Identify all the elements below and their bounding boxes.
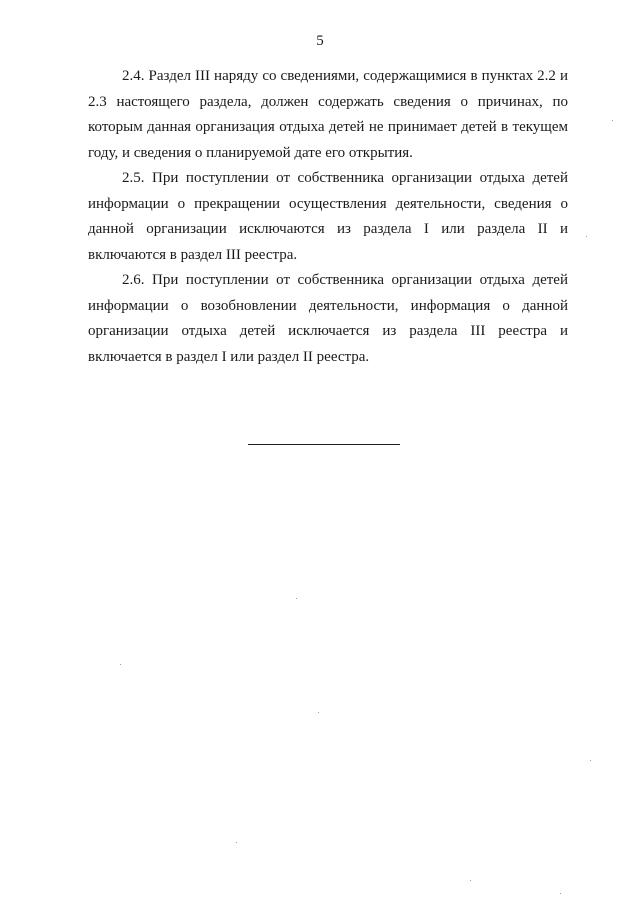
scan-speck <box>586 236 587 237</box>
scan-speck <box>120 664 121 665</box>
scan-speck <box>612 120 613 121</box>
scan-speck <box>296 598 297 599</box>
paragraph-2-4: 2.4. Раздел III наряду со сведениями, содержащимися в пунктах 2.2 и 2.3 настоящего раздела, должен содержать сведения о причинах, по которым данная организация отдыха детей не принимает детей в текущем году, и сведения о планируемой дате его открытия. <box>88 68 568 161</box>
scan-speck <box>560 893 561 894</box>
scan-speck <box>470 880 471 881</box>
scan-speck <box>318 712 319 713</box>
scan-speck <box>590 760 591 761</box>
scan-speck <box>236 842 237 843</box>
paragraph-2-5: 2.5. При поступлении от собственника организации отдыха детей информации о прекращении осуществления деятельности, сведения о данной организации исключаются из раздела I или раздела II и включаются в раздел III реестра. <box>88 170 568 263</box>
closing-divider <box>248 444 400 445</box>
page-number: 5 <box>316 33 324 49</box>
document-body <box>88 64 568 370</box>
paragraph-2-6: 2.6. При поступлении от собственника организации отдыха детей информации о возобновлении деятельности, информация о данной организации отдыха детей исключается из раздела III реестра и включается в раздел I или раздел II реестра. <box>88 272 568 365</box>
